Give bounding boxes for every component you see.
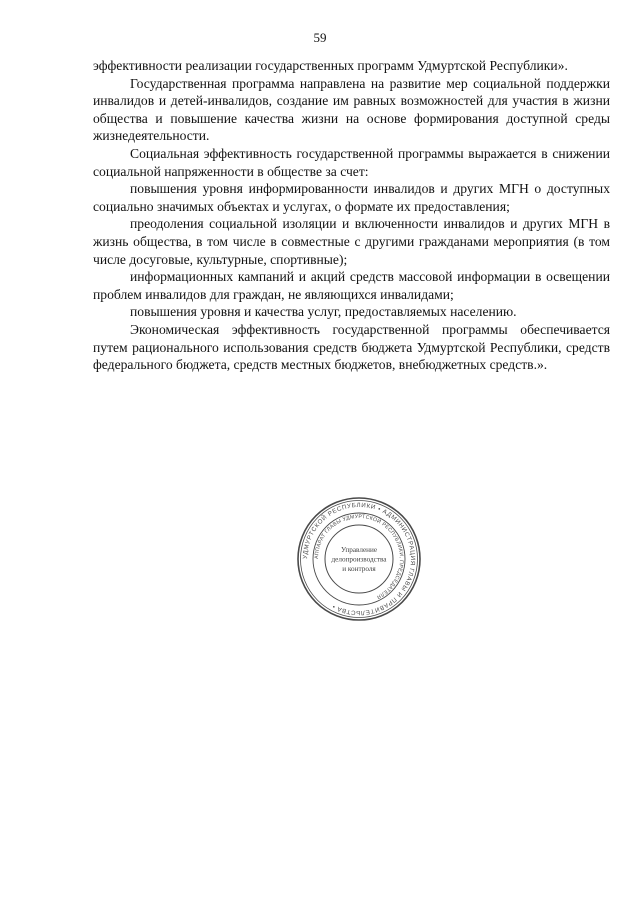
- stamp-graphic: [296, 496, 422, 622]
- list-item-media-campaigns: информационных кампаний и акций средств массовой информации в освещении проблем инвалидов для граждан, не являющихся инвалидами;: [93, 269, 610, 302]
- page-number: 59: [313, 30, 327, 45]
- list-item-awareness: повышения уровня информированности инвалидов и других МГН о доступных социально значимых объектах и услугах, о формате их предоставления;: [93, 181, 610, 214]
- document-body: [93, 57, 610, 374]
- stamp-center-line: делопроизводства: [331, 555, 387, 564]
- stamp-center-line: и контроля: [342, 565, 376, 573]
- paragraph-social-effectiveness: Социальная эффективность государственной программы выражается в снижении социальной напряженности в обществе за счет:: [93, 145, 610, 179]
- paragraph-continuation: эффективности реализации государственных программ Удмуртской Республики».: [93, 58, 568, 73]
- official-seal-stamp: [296, 496, 422, 622]
- paragraph-program-goal: Государственная программа направлена на развитие мер социальной поддержки инвалидов и детей-инвалидов, создание им равных возможностей для участия в жизни общества и повышение качества жизни на основе формирования доступной среды жизнедеятельности.: [93, 75, 610, 144]
- stamp-outer-text: УДМУРТСКОЙ РЕСПУБЛИКИ • АДМИНИСТРАЦИЯ ГЛАВЫ И ПРАВИТЕЛЬСТВА •: [301, 501, 417, 617]
- list-item-isolation: преодоления социальной изоляции и включенности инвалидов и других МГН в жизнь общества, в том числе в совместные с другими гражданами мероприятия (в том числе досуговые, культурные, спортивные);: [93, 216, 610, 267]
- paragraph-economic-effectiveness: Экономическая эффективность государственной программы обеспечивается путем рационального использования средств бюджета Удмуртской Республики, средств федерального бюджета, средств местных бюджетов, внебюджетных средств.».: [93, 321, 610, 373]
- stamp-center-line: Управление: [340, 546, 378, 554]
- stamp-inner-text: АППАРАТ ГЛАВЫ УДМУРТСКОЙ РЕСПУБЛИКИ, ПРЕДСЕДАТЕЛЯ: [313, 513, 405, 600]
- list-item-service-quality: повышения уровня и качества услуг, предоставляемых населению.: [130, 304, 517, 320]
